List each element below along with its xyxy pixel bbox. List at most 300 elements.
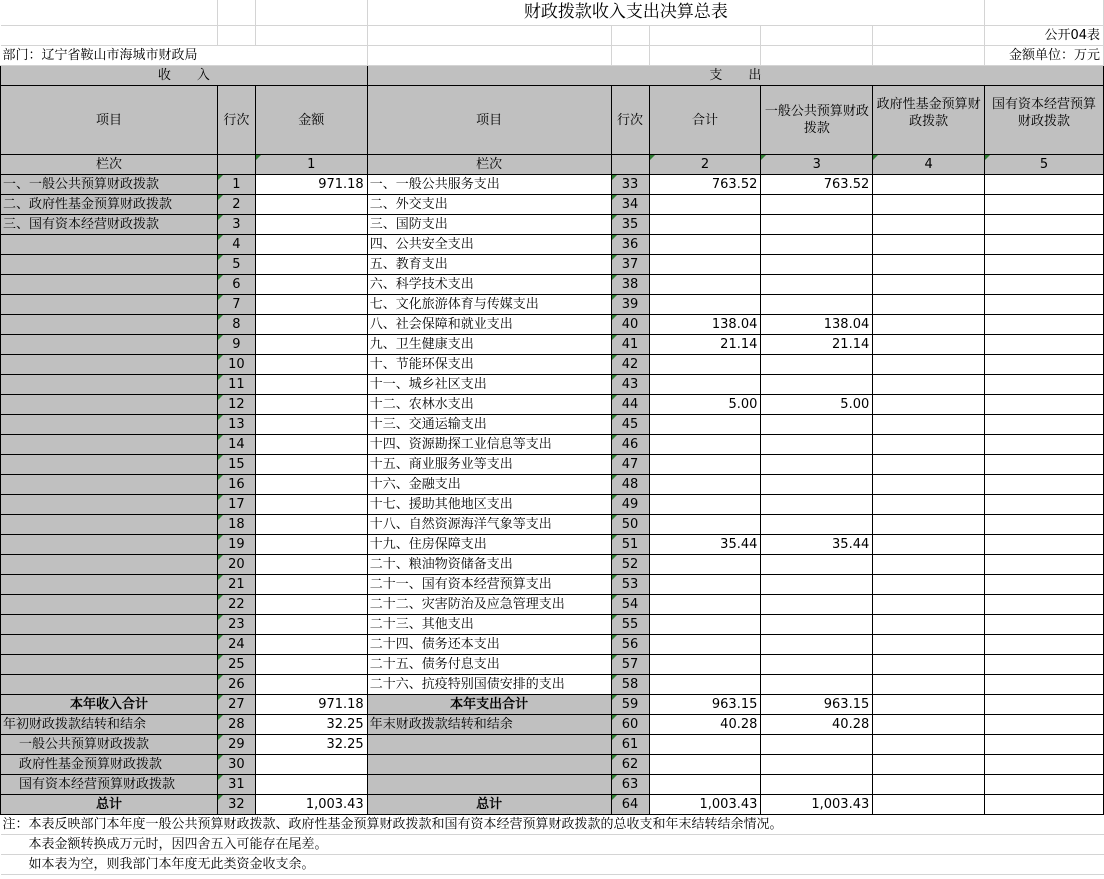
col-index-5: 5 [985, 155, 1104, 175]
sub1-label: 一般公共预算财政拨款 [1, 735, 218, 755]
blank-cell [649, 755, 761, 775]
expense-item: 二十一、国有资本经营预算支出 [367, 575, 611, 595]
expense-govfund [873, 235, 985, 255]
expense-item: 二十二、灾害防治及应急管理支出 [367, 595, 611, 615]
expense-statecap [985, 535, 1104, 555]
income-item [1, 335, 218, 355]
expense-general-header: 一般公共预算财政拨款 [761, 86, 873, 155]
expense-total: 21.14 [649, 335, 761, 355]
table-row [1, 475, 1104, 495]
income-item [1, 655, 218, 675]
table-row [1, 235, 1104, 255]
expense-total [649, 355, 761, 375]
income-amount [255, 275, 367, 295]
line-no: 5 [217, 255, 255, 275]
line-no: 47 [611, 455, 649, 475]
blank-cell [873, 755, 985, 775]
expense-statecap [985, 295, 1104, 315]
income-amount-header: 金额 [255, 86, 367, 155]
carry-row [1, 715, 1104, 735]
expense-govfund [873, 575, 985, 595]
income-amount [255, 295, 367, 315]
expense-item: 九、卫生健康支出 [367, 335, 611, 355]
expense-general [761, 355, 873, 375]
income-item [1, 475, 218, 495]
expense-total-general: 963.15 [761, 695, 873, 715]
expense-statecap [985, 515, 1104, 535]
expense-statecap [985, 435, 1104, 455]
expense-govfund [873, 595, 985, 615]
expense-total [649, 595, 761, 615]
expense-statecap [985, 575, 1104, 595]
expense-general: 138.04 [761, 315, 873, 335]
expense-general [761, 615, 873, 635]
title-row [1, 0, 1104, 26]
income-item [1, 355, 218, 375]
line-no: 7 [217, 295, 255, 315]
income-amount [255, 655, 367, 675]
expense-statecap [985, 255, 1104, 275]
line-no: 39 [611, 295, 649, 315]
expense-statecap [985, 215, 1104, 235]
line-no: 25 [217, 655, 255, 675]
line-no: 55 [611, 615, 649, 635]
blank-cell [873, 795, 985, 815]
expense-govfund [873, 435, 985, 455]
income-amount [255, 215, 367, 235]
table-row [1, 355, 1104, 375]
table-row [1, 275, 1104, 295]
expense-govfund [873, 635, 985, 655]
expense-item: 二、外交支出 [367, 195, 611, 215]
line-no: 17 [217, 495, 255, 515]
expense-total [649, 255, 761, 275]
line-no: 6 [217, 275, 255, 295]
income-item [1, 255, 218, 275]
expense-item: 十六、金融支出 [367, 475, 611, 495]
line-no: 64 [611, 795, 649, 815]
note-line-2: 本表金额转换成万元时，因四舍五入可能存在尾差。 [1, 835, 1104, 855]
sub1-amount: 32.25 [255, 735, 367, 755]
line-no: 61 [611, 735, 649, 755]
col-index-2: 2 [649, 155, 761, 175]
line-no: 13 [217, 415, 255, 435]
expense-general [761, 215, 873, 235]
department-label: 部门：辽宁省鞍山市海城市财政局 [1, 46, 368, 66]
income-amount [255, 495, 367, 515]
income-amount [255, 455, 367, 475]
expense-general [761, 575, 873, 595]
carry-in-amount: 32.25 [255, 715, 367, 735]
line-no: 23 [217, 615, 255, 635]
income-amount [255, 415, 367, 435]
expense-lineno-header: 行次 [611, 86, 649, 155]
line-no: 11 [217, 375, 255, 395]
line-no: 45 [611, 415, 649, 435]
table-row [1, 175, 1104, 195]
expense-total [649, 475, 761, 495]
expense-statecap [985, 655, 1104, 675]
income-amount [255, 515, 367, 535]
grand-total-amount: 1,003.43 [255, 795, 367, 815]
line-no: 32 [217, 795, 255, 815]
expense-statecap [985, 595, 1104, 615]
blank-cell [367, 735, 611, 755]
expense-item: 十九、住房保障支出 [367, 535, 611, 555]
expense-statecap [985, 475, 1104, 495]
page-title: 财政拨款收入支出决算总表 [367, 0, 984, 26]
table-row [1, 375, 1104, 395]
expense-total [649, 615, 761, 635]
expense-general: 35.44 [761, 535, 873, 555]
line-no: 59 [611, 695, 649, 715]
table-row [1, 595, 1104, 615]
line-no: 21 [217, 575, 255, 595]
income-item [1, 595, 218, 615]
expense-general: 763.52 [761, 175, 873, 195]
expense-general [761, 675, 873, 695]
expense-statecap [985, 315, 1104, 335]
expense-govfund [873, 515, 985, 535]
expense-statecap [985, 415, 1104, 435]
grand-total-expense: 1,003.43 [649, 795, 761, 815]
income-amount [255, 195, 367, 215]
line-no: 2 [217, 195, 255, 215]
expense-total: 138.04 [649, 315, 761, 335]
table-row [1, 335, 1104, 355]
line-no: 9 [217, 335, 255, 355]
note-row [1, 815, 1104, 835]
meta-row [1, 46, 1104, 66]
income-total-label: 本年收入合计 [1, 695, 218, 715]
income-item [1, 555, 218, 575]
income-item [1, 495, 218, 515]
expense-item-header: 项目 [367, 86, 611, 155]
line-no: 38 [611, 275, 649, 295]
expense-item: 五、教育支出 [367, 255, 611, 275]
expense-govfund [873, 295, 985, 315]
income-amount [255, 615, 367, 635]
blank-cell [985, 735, 1104, 755]
expense-item: 十五、商业服务业等支出 [367, 455, 611, 475]
line-no: 40 [611, 315, 649, 335]
expense-govfund [873, 675, 985, 695]
expense-statecap [985, 555, 1104, 575]
line-no: 52 [611, 555, 649, 575]
col-label-2: 栏次 [367, 155, 611, 175]
expense-item: 六、科学技术支出 [367, 275, 611, 295]
table-row [1, 395, 1104, 415]
line-no: 63 [611, 775, 649, 795]
expense-statecap [985, 395, 1104, 415]
line-no: 36 [611, 235, 649, 255]
table-row [1, 295, 1104, 315]
expense-item: 十一、城乡社区支出 [367, 375, 611, 395]
line-no: 46 [611, 435, 649, 455]
expense-govfund [873, 195, 985, 215]
expense-total [649, 515, 761, 535]
income-lineno-header: 行次 [217, 86, 255, 155]
expense-general [761, 495, 873, 515]
carry-out-general: 40.28 [761, 715, 873, 735]
line-no: 57 [611, 655, 649, 675]
line-no: 60 [611, 715, 649, 735]
line-no: 49 [611, 495, 649, 515]
income-amount [255, 355, 367, 375]
expense-statecap [985, 375, 1104, 395]
expense-general: 21.14 [761, 335, 873, 355]
line-no: 12 [217, 395, 255, 415]
carry-in-label: 年初财政拨款结转和结余 [1, 715, 218, 735]
expense-govfund [873, 475, 985, 495]
income-amount [255, 595, 367, 615]
blank-cell [611, 155, 649, 175]
line-no: 51 [611, 535, 649, 555]
grand-total-label: 总计 [1, 795, 218, 815]
note-row [1, 835, 1104, 855]
expense-statecap [985, 235, 1104, 255]
line-no: 41 [611, 335, 649, 355]
expense-total [649, 275, 761, 295]
col-label: 栏次 [1, 155, 218, 175]
expense-total: 5.00 [649, 395, 761, 415]
expense-general [761, 295, 873, 315]
line-no: 8 [217, 315, 255, 335]
expense-general [761, 235, 873, 255]
income-amount [255, 315, 367, 335]
income-item: 一、一般公共预算财政拨款 [1, 175, 218, 195]
line-no: 4 [217, 235, 255, 255]
expense-item: 十二、农林水支出 [367, 395, 611, 415]
line-no: 31 [217, 775, 255, 795]
line-no: 34 [611, 195, 649, 215]
table-row [1, 255, 1104, 275]
line-no: 56 [611, 635, 649, 655]
expense-item: 二十五、债务付息支出 [367, 655, 611, 675]
table-row [1, 515, 1104, 535]
expense-total: 763.52 [649, 175, 761, 195]
expense-statecap [985, 675, 1104, 695]
expense-govfund [873, 555, 985, 575]
line-no: 30 [217, 755, 255, 775]
income-item [1, 275, 218, 295]
expense-statecap [985, 635, 1104, 655]
sub3-row [1, 775, 1104, 795]
table-row [1, 615, 1104, 635]
blank-cell [873, 695, 985, 715]
expense-item: 二十、粮油物资储备支出 [367, 555, 611, 575]
line-no: 54 [611, 595, 649, 615]
line-no: 50 [611, 515, 649, 535]
expense-item: 二十四、债务还本支出 [367, 635, 611, 655]
expense-total [649, 435, 761, 455]
header-columns-row [1, 86, 1104, 155]
note-row [1, 855, 1104, 875]
income-item [1, 395, 218, 415]
line-no: 10 [217, 355, 255, 375]
expense-govfund [873, 255, 985, 275]
expense-statecap [985, 615, 1104, 635]
income-item [1, 615, 218, 635]
line-no: 53 [611, 575, 649, 595]
line-no: 42 [611, 355, 649, 375]
expense-govfund [873, 275, 985, 295]
expense-govfund [873, 615, 985, 635]
income-item [1, 315, 218, 335]
sub3-label: 国有资本经营预算财政拨款 [1, 775, 218, 795]
blank-cell [255, 755, 367, 775]
grand-total-row [1, 795, 1104, 815]
line-no: 19 [217, 535, 255, 555]
income-item [1, 295, 218, 315]
col-index-1: 1 [255, 155, 367, 175]
table-row [1, 555, 1104, 575]
expense-item: 十三、交通运输支出 [367, 415, 611, 435]
table-row [1, 315, 1104, 335]
line-no: 48 [611, 475, 649, 495]
income-amount [255, 235, 367, 255]
income-amount [255, 435, 367, 455]
expense-item: 三、国防支出 [367, 215, 611, 235]
sub1-row [1, 735, 1104, 755]
line-no: 44 [611, 395, 649, 415]
income-amount [255, 375, 367, 395]
sub2-row [1, 755, 1104, 775]
expense-total [649, 235, 761, 255]
expense-total [649, 415, 761, 435]
line-no: 3 [217, 215, 255, 235]
expense-govfund [873, 655, 985, 675]
expense-total [649, 655, 761, 675]
expense-govfund [873, 375, 985, 395]
expense-total [649, 675, 761, 695]
expense-govfund [873, 495, 985, 515]
note-line-1: 注：本表反映部门本年度一般公共预算财政拨款、政府性基金预算财政拨款和国有资本经营预算财政拨款的总收支和年末结转结余情况。 [1, 815, 1104, 835]
income-item [1, 435, 218, 455]
table-row [1, 495, 1104, 515]
expense-govfund [873, 415, 985, 435]
line-no: 20 [217, 555, 255, 575]
expense-item: 一、一般公共服务支出 [367, 175, 611, 195]
income-amount [255, 635, 367, 655]
line-no: 15 [217, 455, 255, 475]
blank-cell [217, 155, 255, 175]
income-item [1, 375, 218, 395]
expense-general [761, 195, 873, 215]
expense-general [761, 435, 873, 455]
line-no: 33 [611, 175, 649, 195]
expense-general: 5.00 [761, 395, 873, 415]
table-row [1, 415, 1104, 435]
expense-general [761, 595, 873, 615]
line-no: 28 [217, 715, 255, 735]
carry-out-label: 年末财政拨款结转和结余 [367, 715, 611, 735]
income-item [1, 235, 218, 255]
income-header: 收 入 [1, 66, 368, 86]
blank-cell [649, 735, 761, 755]
income-amount [255, 675, 367, 695]
line-no: 43 [611, 375, 649, 395]
blank-cell [985, 695, 1104, 715]
expense-item: 八、社会保障和就业支出 [367, 315, 611, 335]
grand-total-expense-general: 1,003.43 [761, 795, 873, 815]
expense-statecap [985, 275, 1104, 295]
expense-general [761, 515, 873, 535]
line-no: 1 [217, 175, 255, 195]
expense-total-header: 合计 [649, 86, 761, 155]
expense-statecap [985, 455, 1104, 475]
expense-total [649, 215, 761, 235]
expense-govfund [873, 455, 985, 475]
table-row [1, 535, 1104, 555]
line-no: 22 [217, 595, 255, 615]
table-row [1, 215, 1104, 235]
expense-general [761, 375, 873, 395]
expense-statecap [985, 175, 1104, 195]
blank-cell [985, 755, 1104, 775]
expense-item: 七、文化旅游体育与传媒支出 [367, 295, 611, 315]
header-section-row [1, 66, 1104, 86]
income-amount: 971.18 [255, 175, 367, 195]
income-item [1, 535, 218, 555]
carry-out-total: 40.28 [649, 715, 761, 735]
line-no: 26 [217, 675, 255, 695]
income-item: 三、国有资本经营财政拨款 [1, 215, 218, 235]
table-row [1, 435, 1104, 455]
expense-total: 963.15 [649, 695, 761, 715]
expense-govfund [873, 215, 985, 235]
expense-statecap [985, 335, 1104, 355]
expense-general [761, 415, 873, 435]
blank-cell [985, 795, 1104, 815]
income-amount [255, 555, 367, 575]
blank-cell [761, 755, 873, 775]
line-no: 27 [217, 695, 255, 715]
income-amount [255, 395, 367, 415]
blank-cell [761, 775, 873, 795]
blank-cell [761, 735, 873, 755]
grand-total-expense-label: 总计 [367, 795, 611, 815]
expense-total-label: 本年支出合计 [367, 695, 611, 715]
line-no: 58 [611, 675, 649, 695]
blank-cell [873, 775, 985, 795]
expense-item: 四、公共安全支出 [367, 235, 611, 255]
blank-cell [367, 755, 611, 775]
line-no: 24 [217, 635, 255, 655]
income-item: 二、政府性基金预算财政拨款 [1, 195, 218, 215]
income-item [1, 455, 218, 475]
table-row [1, 675, 1104, 695]
unit-label: 金额单位：万元 [985, 46, 1104, 66]
expense-item: 二十六、抗疫特别国债安排的支出 [367, 675, 611, 695]
expense-header: 支 出 [367, 66, 1103, 86]
income-item [1, 675, 218, 695]
expense-govfund [873, 535, 985, 555]
income-amount [255, 335, 367, 355]
line-no: 16 [217, 475, 255, 495]
expense-statecap-header: 国有资本经营预算财政拨款 [985, 86, 1104, 155]
expense-total [649, 455, 761, 475]
blank-cell [985, 775, 1104, 795]
blank-cell [873, 735, 985, 755]
note-line-3: 如本表为空，则我部门本年度无此类资金收支余。 [1, 855, 1104, 875]
column-index-row [1, 155, 1104, 175]
sub2-label: 政府性基金预算财政拨款 [1, 755, 218, 775]
line-no: 29 [217, 735, 255, 755]
blank-cell [649, 775, 761, 795]
form-code: 公开04表 [985, 26, 1104, 46]
expense-total: 35.44 [649, 535, 761, 555]
